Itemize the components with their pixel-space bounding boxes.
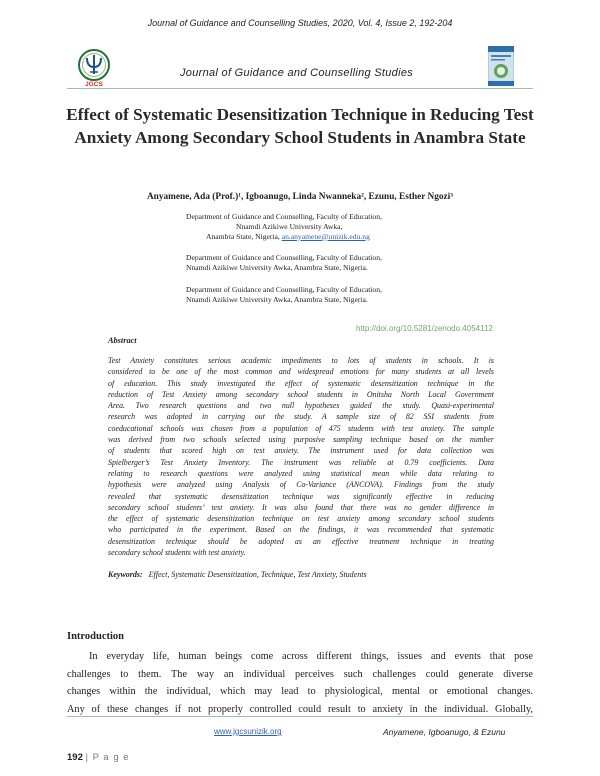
- page-number-value: 192: [67, 752, 83, 763]
- keywords-list: Effect, Systematic Desensitization, Technique, Test Anxiety, Students: [148, 570, 367, 579]
- text-line: secondary school students’ test anxiety. It was also found that there was no gender difference in: [108, 502, 494, 512]
- footer-authors: Anyamene, Igboanugo, & Ezunu: [383, 727, 506, 737]
- abstract-text: [108, 355, 494, 558]
- text-line: Spielberger’s Test Anxiety Inventory. The instrument was reliable at 0.79 coefficients. Data: [108, 457, 494, 467]
- text-line: of students that scored high on test anxiety. The instrument used for data collection was: [108, 446, 494, 456]
- affiliation-line: Nnamdi Azikiwe University Awka,: [236, 221, 343, 231]
- keywords: [108, 570, 367, 579]
- text-line: changes within the individual, which may lead to physiological, mental or emotional changes.: [67, 686, 533, 697]
- running-header: Journal of Guidance and Counselling Studies, 2020, Vol. 4, Issue 2, 192-204: [147, 18, 453, 28]
- affiliation-2: [186, 253, 516, 273]
- introduction-text: [67, 648, 533, 718]
- footer-website-link[interactable]: www.jgcsunizik.org: [214, 727, 282, 736]
- header-divider: [67, 88, 533, 89]
- text-line: revealed that systematic desensitization technique was significantly effective in reducing: [108, 491, 494, 501]
- affiliation-line: Department of Guidance and Counselling, Faculty of Education,: [186, 253, 382, 262]
- text-line: Test Anxiety constitutes serious academic impediments to lots of students in schools. It is: [108, 356, 494, 365]
- affiliation-line: Department of Guidance and Counselling, Faculty of Education,: [186, 285, 382, 294]
- text-line: Any of these changes if not properly controlled could result to anxiety in the individual. Globally,: [67, 703, 533, 715]
- text-line: In everyday life, human beings come across different things, issues and events that pose: [89, 651, 533, 662]
- affiliation-line: [186, 232, 516, 242]
- affiliation-1: [186, 212, 516, 241]
- text-line: reduction of Test Anxiety among secondary school students in Onitsha North Local Government: [108, 389, 494, 399]
- page-label: | P a g e: [85, 752, 130, 763]
- affiliation-location: Anambra State, Nigeria,: [206, 231, 282, 241]
- author-list: Anyamene, Ada (Prof.)¹, Igboanugo, Linda Nwanneka², Ezunu, Esther Ngozi³: [146, 192, 454, 202]
- text-line: research was adopted in carrying out the study. A sample size of 82 SSI students from: [108, 412, 494, 422]
- text-line: hypothesis were analyzed using Analysis of Co-Variance (ANCOVA). Findings from the study: [108, 480, 494, 490]
- text-line: challenges to them. The way an individual perceives such challenges could generate diverse: [67, 668, 533, 680]
- text-line: the effect of systematic desensitization technique on test anxiety among secondary school students: [108, 514, 494, 524]
- text-line: secondary school students with test anxiety.: [108, 548, 246, 558]
- journal-cover-thumbnail: [488, 46, 514, 86]
- journal-name: Journal of Guidance and Counselling Studies: [180, 67, 414, 79]
- abstract-heading: Abstract: [108, 336, 137, 345]
- affiliation-line: Department of Guidance and Counselling, Faculty of Education,: [186, 212, 382, 221]
- page-number: [67, 752, 130, 763]
- doi-link[interactable]: http://doi.org/10.5281/zenodo.4054112: [356, 324, 493, 333]
- footer-divider: [67, 716, 533, 717]
- keywords-label: Keywords:: [108, 570, 143, 579]
- text-line: of education. This study investigated the effect of systematic desensitization technique in the: [108, 378, 494, 388]
- text-line: who participated in the experiment. Based on the findings, it was recommended that systematic: [108, 525, 494, 535]
- text-line: relating to research questions were analyzed using statistical mean while data relating to: [108, 468, 494, 478]
- svg-text:JGCS: JGCS: [85, 81, 103, 87]
- affiliation-line: Nnamdi Azikiwe University Awka, Anambra State, Nigeria.: [186, 294, 368, 304]
- text-line: was derived from two schools selected using purposive sampling technique based on the number: [108, 435, 494, 445]
- affiliation-3: [186, 285, 516, 305]
- journal-logo: [74, 47, 114, 87]
- text-line: Area. Two research questions and two null hypotheses guided the study. Quasi-experimental: [108, 401, 494, 411]
- text-line: desensitization technique should be adopted as an effective treatment technique in treating: [108, 536, 494, 546]
- article-title: Effect of Systematic Desensitization Technique in Reducing Test Anxiety Among Secondary School Students in Anambra State: [66, 105, 534, 147]
- section-heading-introduction: Introduction: [67, 631, 124, 642]
- author-email-link[interactable]: an.anyamene@unizik.edu.ng: [281, 231, 370, 241]
- text-line: considered to be one of the most common and widespread emotions for many students at all levels: [108, 367, 494, 377]
- text-line: coeducational schools was chosen from a population of 475 students with test anxiety. The sample: [108, 423, 494, 433]
- affiliation-line: Nnamdi Azikiwe University Awka, Anambra State, Nigeria.: [186, 262, 368, 272]
